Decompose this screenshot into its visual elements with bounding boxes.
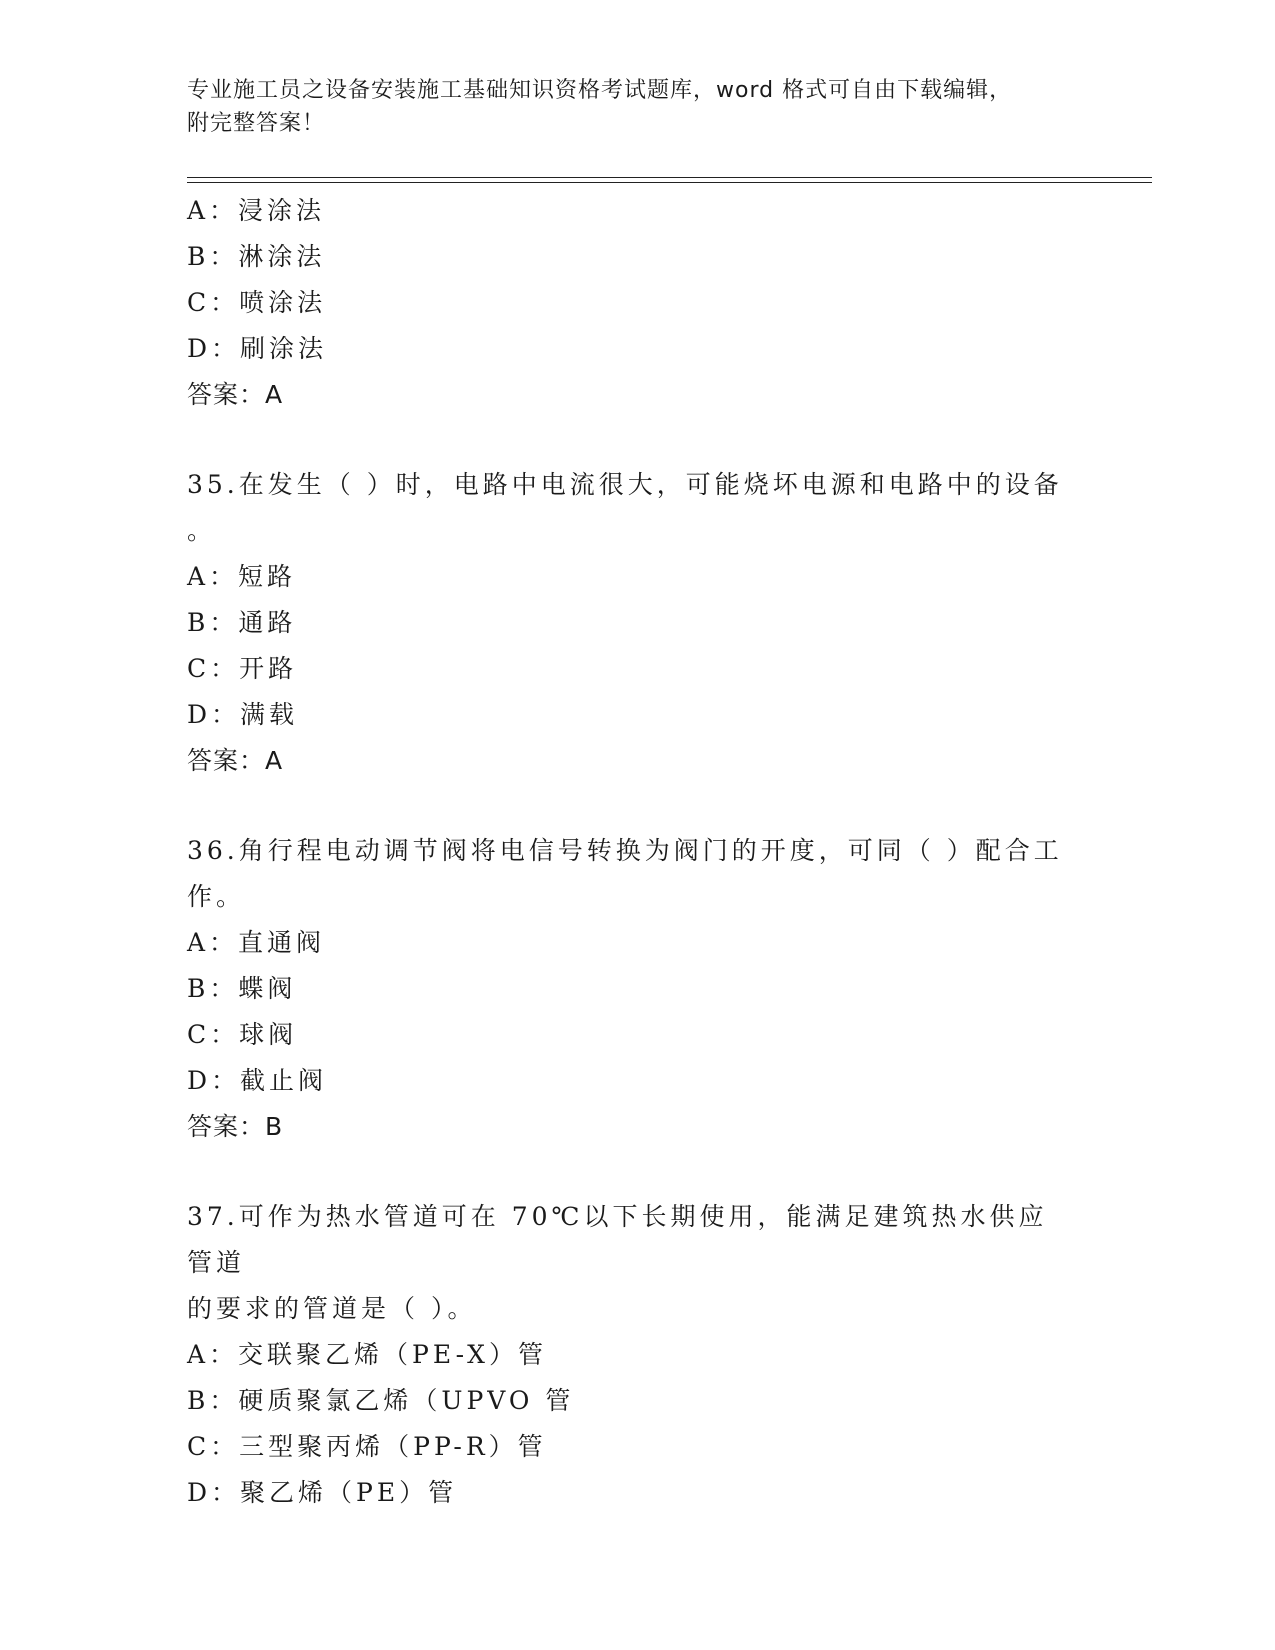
question-34-continued: [187, 188, 1087, 418]
option-a: A：交联聚乙烯（PE-X）管: [187, 1340, 547, 1369]
question-text-line-2: 作。: [187, 882, 246, 911]
option-c: C：喷涂法: [187, 288, 327, 317]
question-text-line-2: 的要求的管道是（ ）。: [187, 1294, 477, 1323]
question-list: [187, 188, 1087, 1516]
option-d: D：刷涂法: [187, 334, 328, 363]
option-a: A：浸涂法: [187, 196, 326, 225]
option-b: B：硬质聚氯乙烯（UPVO 管: [187, 1386, 575, 1415]
option-b: B：通路: [187, 608, 297, 637]
option-a: A：短路: [187, 562, 297, 591]
answer-label: 答案：A: [187, 380, 284, 409]
document-header: [187, 74, 1067, 140]
question-37: [187, 1194, 1087, 1516]
question-text-line-1: 35.在发生（ ）时，电路中电流很大，可能烧坏电源和电路中的设备: [187, 470, 1063, 499]
header-line-1: 专业施工员之设备安装施工基础知识资格考试题库，word 格式可自由下载编辑，: [187, 78, 1013, 103]
question-text-line-1: 36.角行程电动调节阀将电信号转换为阀门的开度，可同（ ）配合工: [187, 836, 1063, 865]
answer-label: 答案：B: [187, 1112, 284, 1141]
header-line-2: 附完整答案！: [187, 111, 326, 136]
option-c: C：球阀: [187, 1020, 298, 1049]
option-c: C：三型聚丙烯（PP-R）管: [187, 1432, 547, 1461]
question-36: [187, 828, 1087, 1150]
option-a: A：直通阀: [187, 928, 326, 957]
answer-label: 答案：A: [187, 746, 284, 775]
option-c: C：开路: [187, 654, 298, 683]
option-b: B：蝶阀: [187, 974, 297, 1003]
header-divider-bottom: [187, 182, 1152, 183]
option-d: D：截止阀: [187, 1066, 328, 1095]
option-d: D：满载: [187, 700, 299, 729]
question-35: [187, 462, 1087, 784]
option-b: B：淋涂法: [187, 242, 326, 271]
option-d: D：聚乙烯（PE）管: [187, 1478, 458, 1507]
question-text-line-2: 。: [187, 516, 217, 545]
question-text-line-1: 37.可作为热水管道可在 70℃以下长期使用，能满足建筑热水供应管道: [187, 1202, 1048, 1277]
header-divider-top: [187, 177, 1152, 178]
